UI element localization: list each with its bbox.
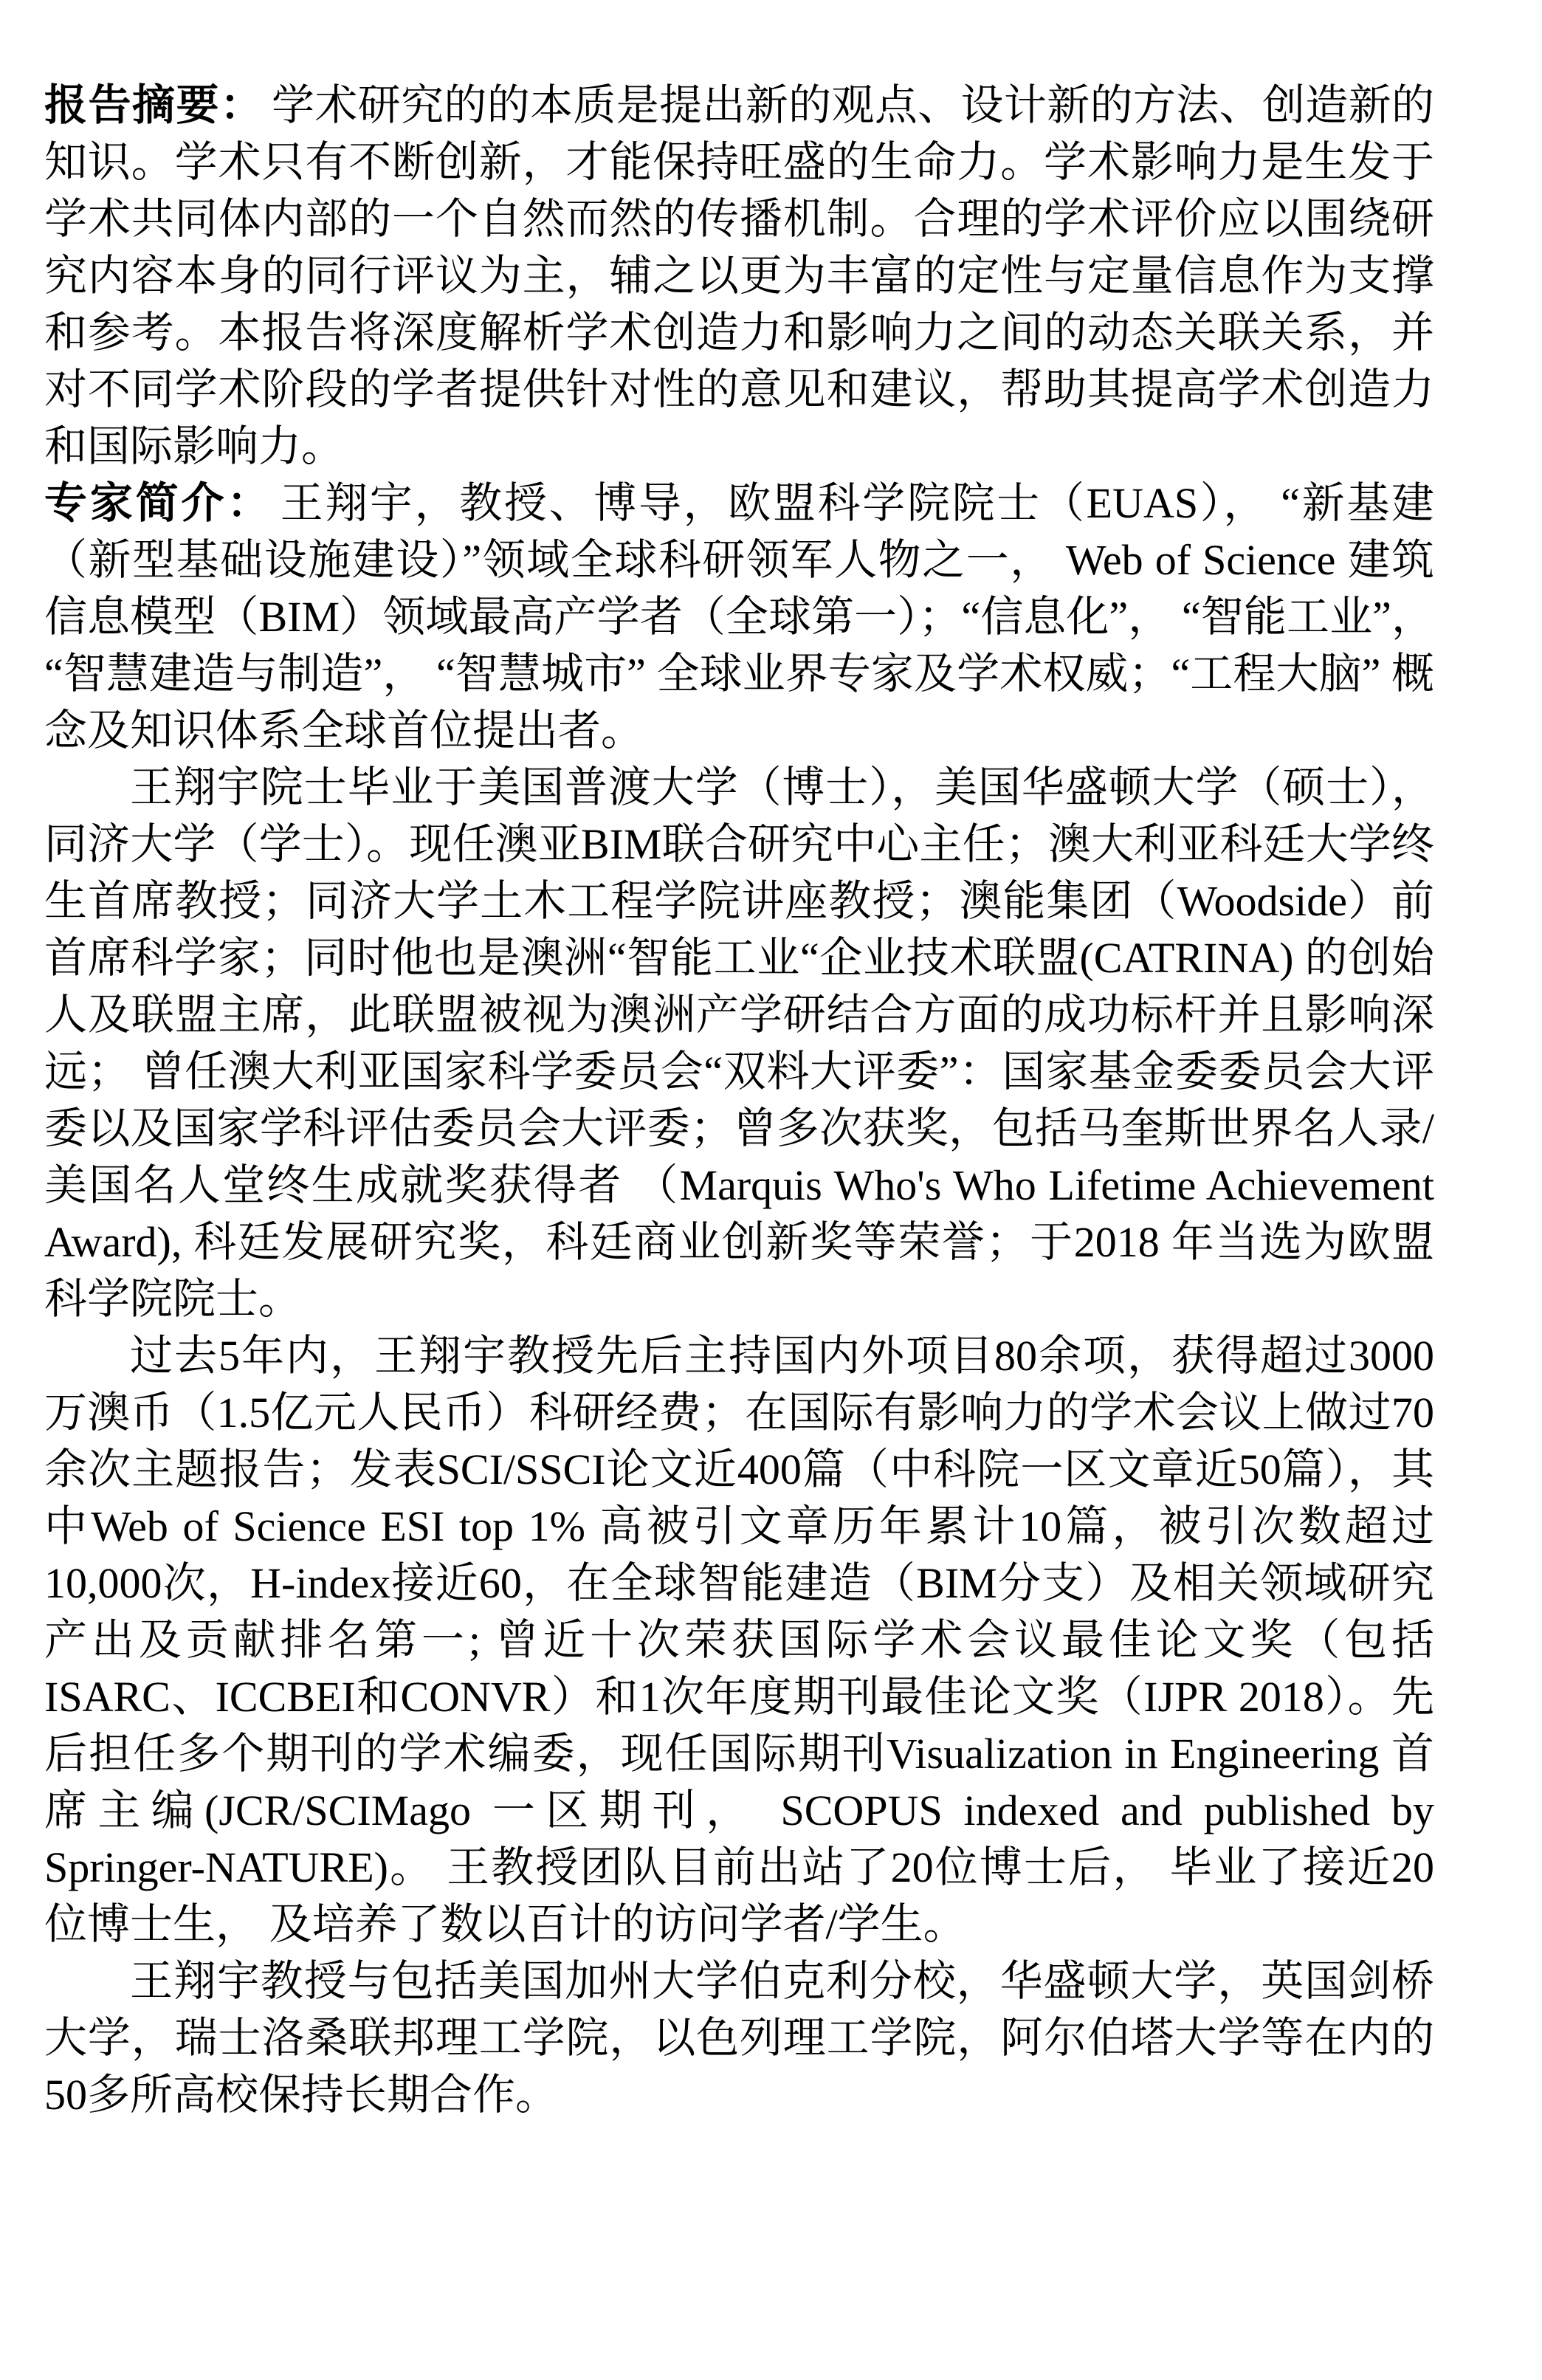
report-abstract-label: 报告摘要：: [44, 81, 264, 129]
paragraph-education-positions: 王翔宇院士毕业于美国普渡大学（博士），美国华盛顿大学（硕士），同济大学（学士）。现任澳亚BIM联合研究中心主任；澳大利亚科廷大学终生首席教授；同济大学土木工程学院讲座教授；澳能集团（Woodside）前首席科学家；同时他也是澳洲“智能工业“企业技术联盟(CATRINA) 的创始人及联盟主席，此联盟被视为澳洲产学研结合方面的成功标杆并且影响深远； 曾任澳大利亚国家科学委员会“双料大评委”：国家基金委委员会大评委以及国家学科评估委员会大评委；曾多次获奖，包括马奎斯世界名人录/美国名人堂终生成就奖获得者 （Marquis Who's Who Lifetime Achievement Award), 科廷发展研究奖，科廷商业创新奖等荣誉；于2018 年当选为欧盟科学院院士。: [44, 763, 1434, 1323]
paragraph-expert-bio-intro: [44, 475, 1434, 759]
expert-bio-label: 专家简介：: [44, 479, 273, 527]
report-abstract-text: 学术研究的的本质是提出新的观点、设计新的方法、创造新的知识。学术只有不断创新，才能保持旺盛的生命力。学术影响力是生发于学术共同体内部的一个自然而然的传播机制。合理的学术评价应以围绕研究内容本身的同行评议为主，辅之以更为丰富的定性与定量信息作为支撑和参考。本报告将深度解析学术创造力和影响力之间的动态关联关系，并对不同学术阶段的学者提供针对性的意见和建议，帮助其提高学术创造力和国际影响力。: [44, 81, 1434, 470]
paragraph-research-achievements: 过去5年内，王翔宇教授先后主持国内外项目80余项，获得超过3000万澳币（1.5亿元人民币）科研经费；在国际有影响力的学术会议上做过70余次主题报告；发表SCI/SSCI论文近400篇（中科院一区文章近50篇），其中Web of Science ESI top 1% 高被引文章历年累计10篇，被引次数超过10,000次，H-index接近60，在全球智能建造（BIM分支）及相关领域研究产出及贡献排名第一; 曾近十次荣获国际学术会议最佳论文奖（包括ISARC、ICCBEI和CONVR）和1次年度期刊最佳论文奖（IJPR 2018）。先后担任多个期刊的学术编委，现任国际期刊Visualization in Engineering 首席主编(JCR/SCIMago 一区期刊， SCOPUS indexed and published by Springer-NATURE)。 王教授团队目前出站了20位博士后， 毕业了接近20位博士生， 及培养了数以百计的访问学者/学生。: [44, 1332, 1434, 1948]
paragraph-university-collaborations: 王翔宇教授与包括美国加州大学伯克利分校，华盛顿大学，英国剑桥大学，瑞士洛桑联邦理工学院，以色列理工学院，阿尔伯塔大学等在内的50多所高校保持长期合作。: [44, 1957, 1434, 2119]
paragraph-report-abstract: [44, 77, 1434, 475]
expert-bio-text: 王翔宇，教授、博导，欧盟科学院院士（EUAS）， “新基建（新型基础设施建设）”领域全球科研领军人物之一， Web of Science 建筑信息模型（BIM）领域最高产学者（全球第一）；“信息化”， “智能工业”， “智慧建造与制造”， “智慧城市” 全球业界专家及学术权威；“工程大脑” 概念及知识体系全球首位提出者。: [44, 479, 1435, 754]
